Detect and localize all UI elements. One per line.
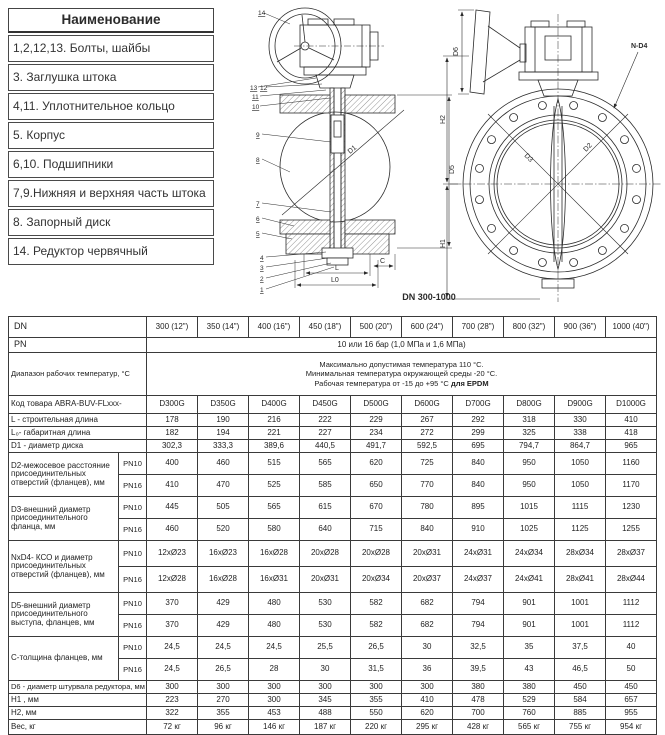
value-cell: 755 кг: [555, 720, 606, 735]
row-label: H2, мм: [9, 707, 147, 720]
value-cell: 584: [555, 694, 606, 707]
pn-sublabel: PN16: [119, 567, 147, 593]
row-label: D3-внешний диаметр присоединительного фланца, мм: [9, 497, 119, 541]
value-cell: 28xØ34: [555, 541, 606, 567]
bolt-hole: [538, 102, 546, 110]
value-cell: 37,5: [555, 637, 606, 659]
value-cell: 410: [606, 414, 657, 427]
value-cell: 885: [555, 707, 606, 720]
value-cell: 901: [504, 593, 555, 615]
value-cell: 16xØ28: [249, 541, 300, 567]
dim-label-h2: H2: [440, 115, 447, 124]
value-cell: 355: [198, 707, 249, 720]
dim-label-d1: D1: [346, 144, 359, 156]
callout-4: 4: [260, 255, 264, 262]
value-cell: 182: [147, 427, 198, 440]
dim-label-d6: D6: [453, 47, 460, 56]
table-row: [9, 414, 657, 427]
table-row: [9, 440, 657, 453]
value-cell: 43: [504, 659, 555, 681]
value-cell: 529: [504, 694, 555, 707]
bolt-hole: [510, 114, 518, 122]
value-cell: 1050: [555, 453, 606, 475]
value-cell: 36: [402, 659, 453, 681]
value-cell: D700G: [453, 396, 504, 414]
value-cell: 760: [504, 707, 555, 720]
value-cell: D500G: [351, 396, 402, 414]
value-cell: 478: [453, 694, 504, 707]
value-cell: 24,5: [249, 637, 300, 659]
parts-list-header: Наименование: [8, 8, 214, 33]
value-cell: 333,3: [198, 440, 249, 453]
value-cell: 480: [249, 615, 300, 637]
value-cell: 72 кг: [147, 720, 198, 735]
value-cell: 146 кг: [249, 720, 300, 735]
value-cell: 550: [351, 707, 402, 720]
value-cell: 355: [351, 694, 402, 707]
value-cell: 491,7: [351, 440, 402, 453]
value-cell: D1000G: [606, 396, 657, 414]
pn-sublabel: PN16: [119, 475, 147, 497]
bolt-hole: [598, 247, 606, 255]
value-cell: 418: [606, 427, 657, 440]
value-cell: 585: [300, 475, 351, 497]
value-cell: 325: [504, 427, 555, 440]
value-cell: 380: [504, 681, 555, 694]
value-cell: 954 кг: [606, 720, 657, 735]
value-cell: 35: [504, 637, 555, 659]
value-cell: 46,5: [555, 659, 606, 681]
value-cell: 620: [351, 453, 402, 475]
callout-9: 9: [256, 132, 260, 139]
row-label: PN: [9, 338, 147, 353]
bolt-hole: [570, 102, 578, 110]
pn-value: 10 или 16 бар (1,0 МПа и 1,6 МПа): [147, 338, 657, 353]
value-cell: 370: [147, 615, 198, 637]
row-label: DN: [9, 317, 147, 338]
value-cell: 410: [402, 694, 453, 707]
column-header: 350 (14"): [198, 317, 249, 338]
pn-sublabel: PN16: [119, 519, 147, 541]
dim-label-l: L: [335, 265, 339, 272]
callout-5: 5: [256, 231, 260, 238]
value-cell: 840: [453, 453, 504, 475]
table-row: [9, 593, 657, 615]
callout-6: 6: [256, 216, 260, 223]
value-cell: 895: [453, 497, 504, 519]
value-cell: 965: [606, 440, 657, 453]
bolt-hole: [488, 224, 496, 232]
value-cell: 300: [198, 681, 249, 694]
value-cell: 194: [198, 427, 249, 440]
pn-sublabel: PN10: [119, 637, 147, 659]
value-cell: 715: [351, 519, 402, 541]
value-cell: 28: [249, 659, 300, 681]
value-cell: 24xØ37: [453, 567, 504, 593]
value-cell: 20xØ37: [402, 567, 453, 593]
value-cell: 410: [147, 475, 198, 497]
temperature-value: [147, 353, 657, 396]
value-cell: 20xØ28: [300, 541, 351, 567]
parts-list-item: 7,9.Нижняя и верхняя часть штока: [8, 180, 214, 207]
value-cell: 330: [555, 414, 606, 427]
value-cell: 270: [198, 694, 249, 707]
value-cell: 840: [402, 519, 453, 541]
column-header: 500 (20"): [351, 317, 402, 338]
callout-10: 10: [252, 104, 260, 111]
value-cell: 322: [147, 707, 198, 720]
drawing-caption: DN 300-1000: [402, 292, 456, 302]
value-cell: 582: [351, 615, 402, 637]
bolt-hole: [510, 247, 518, 255]
value-cell: 24,5: [147, 659, 198, 681]
bolt-hole: [621, 224, 629, 232]
value-cell: 515: [249, 453, 300, 475]
value-cell: 440,5: [300, 440, 351, 453]
bolt-hole: [621, 136, 629, 144]
value-cell: 32,5: [453, 637, 504, 659]
value-cell: 1160: [606, 453, 657, 475]
value-cell: 1112: [606, 615, 657, 637]
column-header: 900 (36"): [555, 317, 606, 338]
value-cell: 615: [300, 497, 351, 519]
parts-list-item: 14. Редуктор червячный: [8, 238, 214, 265]
value-cell: 300: [147, 681, 198, 694]
value-cell: 26,5: [351, 637, 402, 659]
pn-sublabel: PN16: [119, 659, 147, 681]
parts-list-item: 1,2,12,13. Болты, шайбы: [8, 35, 214, 62]
value-cell: 429: [198, 593, 249, 615]
callout-1: 1: [260, 287, 264, 294]
value-cell: 565: [249, 497, 300, 519]
value-cell: 682: [402, 615, 453, 637]
value-cell: D350G: [198, 396, 249, 414]
value-cell: 695: [453, 440, 504, 453]
row-label: С-толщина фланцев, мм: [9, 637, 119, 681]
bolt-hole: [633, 196, 641, 204]
value-cell: 950: [504, 475, 555, 497]
row-label: L - строительная длина: [9, 414, 147, 427]
value-cell: 30: [300, 659, 351, 681]
column-header: 600 (24"): [402, 317, 453, 338]
value-cell: 400: [147, 453, 198, 475]
value-cell: 220 кг: [351, 720, 402, 735]
row-label: Код товара ABRA-BUV-FLxxx-: [9, 396, 147, 414]
value-cell: 700: [453, 707, 504, 720]
value-cell: 338: [555, 427, 606, 440]
column-header: 300 (12"): [147, 317, 198, 338]
value-cell: 25,5: [300, 637, 351, 659]
table-row: [9, 720, 657, 735]
value-cell: 1050: [555, 475, 606, 497]
callout-8: 8: [256, 157, 260, 164]
value-cell: 318: [504, 414, 555, 427]
bolt-hole: [488, 136, 496, 144]
column-header: 800 (32"): [504, 317, 555, 338]
value-cell: 488: [300, 707, 351, 720]
parts-list-item: 6,10. Подшипники: [8, 151, 214, 178]
parts-list-item: 5. Корпус: [8, 122, 214, 149]
table-row: [9, 637, 657, 659]
row-label: Вес, кг: [9, 720, 147, 735]
value-cell: 300: [351, 681, 402, 694]
callout-11: 11: [252, 94, 259, 101]
spec-table: [8, 316, 657, 735]
value-cell: 24,5: [147, 637, 198, 659]
value-cell: 1001: [555, 593, 606, 615]
value-cell: 229: [351, 414, 402, 427]
value-cell: 682: [402, 593, 453, 615]
value-cell: 96 кг: [198, 720, 249, 735]
section-callout-labels: [250, 10, 268, 294]
value-cell: 1112: [606, 593, 657, 615]
value-cell: 910: [453, 519, 504, 541]
bolt-hole: [476, 164, 484, 172]
value-cell: 300: [249, 694, 300, 707]
value-cell: 525: [249, 475, 300, 497]
value-cell: D600G: [402, 396, 453, 414]
temperature-row: [9, 353, 657, 396]
value-cell: 40: [606, 637, 657, 659]
value-cell: 580: [249, 519, 300, 541]
value-cell: 1125: [555, 519, 606, 541]
value-cell: 725: [402, 453, 453, 475]
value-cell: 657: [606, 694, 657, 707]
value-cell: 565: [300, 453, 351, 475]
value-cell: 28xØ44: [606, 567, 657, 593]
value-cell: 1230: [606, 497, 657, 519]
value-cell: 1170: [606, 475, 657, 497]
dim-label-d3: D3: [522, 152, 534, 164]
value-cell: 178: [147, 414, 198, 427]
value-cell: 12xØ23: [147, 541, 198, 567]
value-cell: 592,5: [402, 440, 453, 453]
row-label: D1 - диаметр диска: [9, 440, 147, 453]
value-cell: 24xØ41: [504, 567, 555, 593]
value-cell: D800G: [504, 396, 555, 414]
value-cell: 20xØ34: [351, 567, 402, 593]
value-cell: 24xØ31: [453, 541, 504, 567]
value-cell: 300: [300, 681, 351, 694]
valve-front-geometry: [443, 10, 662, 302]
row-label: D2-межосевое расстояние присоединительных отверстий (фланцев), мм: [9, 453, 119, 497]
value-cell: 520: [198, 519, 249, 541]
value-cell: 450: [606, 681, 657, 694]
value-cell: 24xØ34: [504, 541, 555, 567]
value-cell: 1001: [555, 615, 606, 637]
value-cell: 28xØ41: [555, 567, 606, 593]
value-cell: 24,5: [198, 637, 249, 659]
temp-line-2: Минимальная температура окружающей среды -20 °С.: [305, 369, 498, 379]
value-cell: 16xØ28: [198, 567, 249, 593]
value-cell: 30: [402, 637, 453, 659]
row-label: H1 , мм: [9, 694, 147, 707]
pn-sublabel: PN16: [119, 615, 147, 637]
table-row: [9, 497, 657, 519]
bolt-hole: [633, 164, 641, 172]
value-cell: 16xØ31: [249, 567, 300, 593]
value-cell: D450G: [300, 396, 351, 414]
section-view-drawing: [246, 2, 456, 302]
value-cell: 50: [606, 659, 657, 681]
value-cell: 31,5: [351, 659, 402, 681]
parts-list: [8, 8, 214, 265]
value-cell: D300G: [147, 396, 198, 414]
value-cell: 222: [300, 414, 351, 427]
parts-list-item: 3. Заглушка штока: [8, 64, 214, 91]
value-cell: D400G: [249, 396, 300, 414]
temp-line-3-bold: для EPDM: [450, 378, 489, 388]
table-row: [9, 707, 657, 720]
callout-7: 7: [256, 201, 260, 208]
value-cell: 190: [198, 414, 249, 427]
parts-list-item: 4,11. Уплотнительное кольцо: [8, 93, 214, 120]
value-cell: 216: [249, 414, 300, 427]
value-cell: 28xØ37: [606, 541, 657, 567]
value-cell: 794,7: [504, 440, 555, 453]
value-cell: 12xØ28: [147, 567, 198, 593]
value-cell: 1255: [606, 519, 657, 541]
value-cell: 223: [147, 694, 198, 707]
value-cell: 302,3: [147, 440, 198, 453]
value-cell: 582: [351, 593, 402, 615]
value-cell: 1115: [555, 497, 606, 519]
row-label: D5-внешний диаметр присоединительного выступа, фланцев, мм: [9, 593, 119, 637]
value-cell: 794: [453, 593, 504, 615]
value-cell: 950: [504, 453, 555, 475]
value-cell: 16xØ23: [198, 541, 249, 567]
bolt-hole: [570, 259, 578, 267]
value-cell: 780: [402, 497, 453, 519]
value-cell: 530: [300, 593, 351, 615]
value-cell: 901: [504, 615, 555, 637]
front-view-drawing: [438, 0, 665, 310]
value-cell: 292: [453, 414, 504, 427]
dim-label-n-d4: N-D4: [631, 43, 648, 50]
pn-sublabel: PN10: [119, 541, 147, 567]
pn-row: [9, 338, 657, 353]
value-cell: 187 кг: [300, 720, 351, 735]
value-cell: 505: [198, 497, 249, 519]
pn-sublabel: PN10: [119, 593, 147, 615]
value-cell: 480: [249, 593, 300, 615]
value-cell: 670: [351, 497, 402, 519]
value-cell: 380: [453, 681, 504, 694]
value-cell: 429: [198, 615, 249, 637]
value-cell: 470: [198, 475, 249, 497]
parts-list-item: 8. Запорный диск: [8, 209, 214, 236]
callout-14: 14: [258, 10, 266, 17]
row-label: Диапазон рабочих температур, °С: [9, 353, 147, 396]
table-row: [9, 541, 657, 567]
value-cell: 450: [555, 681, 606, 694]
callout-3: 3: [260, 265, 264, 272]
value-cell: 267: [402, 414, 453, 427]
dim-label-d5: D5: [449, 165, 456, 174]
bolt-hole: [598, 114, 606, 122]
value-cell: 460: [147, 519, 198, 541]
callout-2: 2: [260, 276, 264, 283]
value-cell: 234: [351, 427, 402, 440]
value-cell: 453: [249, 707, 300, 720]
value-cell: 1025: [504, 519, 555, 541]
value-cell: 640: [300, 519, 351, 541]
value-cell: 299: [453, 427, 504, 440]
bolt-hole: [538, 259, 546, 267]
dim-label-d2: D2: [582, 142, 594, 154]
value-cell: 300: [249, 681, 300, 694]
pn-sublabel: PN10: [119, 497, 147, 519]
value-cell: 650: [351, 475, 402, 497]
table-row: [9, 453, 657, 475]
value-cell: 955: [606, 707, 657, 720]
value-cell: 26,5: [198, 659, 249, 681]
value-cell: 840: [453, 475, 504, 497]
callout-12: 12: [260, 85, 268, 92]
callout-13: 13: [250, 85, 258, 92]
dim-label-h1: H1: [440, 239, 447, 248]
row-label: NxD4- КСО и диаметр присоединительных отверстий (фланцев), мм: [9, 541, 119, 593]
value-cell: 272: [402, 427, 453, 440]
value-cell: 227: [300, 427, 351, 440]
value-cell: 221: [249, 427, 300, 440]
value-cell: 864,7: [555, 440, 606, 453]
value-cell: 445: [147, 497, 198, 519]
value-cell: 370: [147, 593, 198, 615]
table-row: [9, 427, 657, 440]
value-cell: 565 кг: [504, 720, 555, 735]
value-cell: 20xØ31: [300, 567, 351, 593]
value-cell: 428 кг: [453, 720, 504, 735]
value-cell: 39,5: [453, 659, 504, 681]
table-row: [9, 694, 657, 707]
value-cell: 389,6: [249, 440, 300, 453]
column-header: 1000 (40"): [606, 317, 657, 338]
value-cell: 620: [402, 707, 453, 720]
value-cell: 460: [198, 453, 249, 475]
value-cell: 1015: [504, 497, 555, 519]
row-label: L₀- габаритная длина: [9, 427, 147, 440]
row-label: D6 - диаметр штурвала редуктора, мм: [9, 681, 147, 694]
value-cell: 300: [402, 681, 453, 694]
column-header: 700 (28"): [453, 317, 504, 338]
bolt-hole: [476, 196, 484, 204]
dn-header-row: [9, 317, 657, 338]
value-cell: 530: [300, 615, 351, 637]
temp-line-1: Максимально допустимая температура 110 °С.: [319, 359, 484, 369]
value-cell: 794: [453, 615, 504, 637]
table-row: [9, 396, 657, 414]
value-cell: 345: [300, 694, 351, 707]
value-cell: 20xØ28: [351, 541, 402, 567]
value-cell: 770: [402, 475, 453, 497]
value-cell: 295 кг: [402, 720, 453, 735]
pn-sublabel: PN10: [119, 453, 147, 475]
dim-label-l0: L0: [331, 277, 339, 284]
column-header: 400 (16"): [249, 317, 300, 338]
value-cell: 20xØ31: [402, 541, 453, 567]
value-cell: D900G: [555, 396, 606, 414]
temp-line-3: Рабочая температура от -15 до +95 °С: [314, 378, 451, 388]
dim-label-c: C: [380, 258, 386, 265]
column-header: 450 (18"): [300, 317, 351, 338]
table-row: [9, 681, 657, 694]
